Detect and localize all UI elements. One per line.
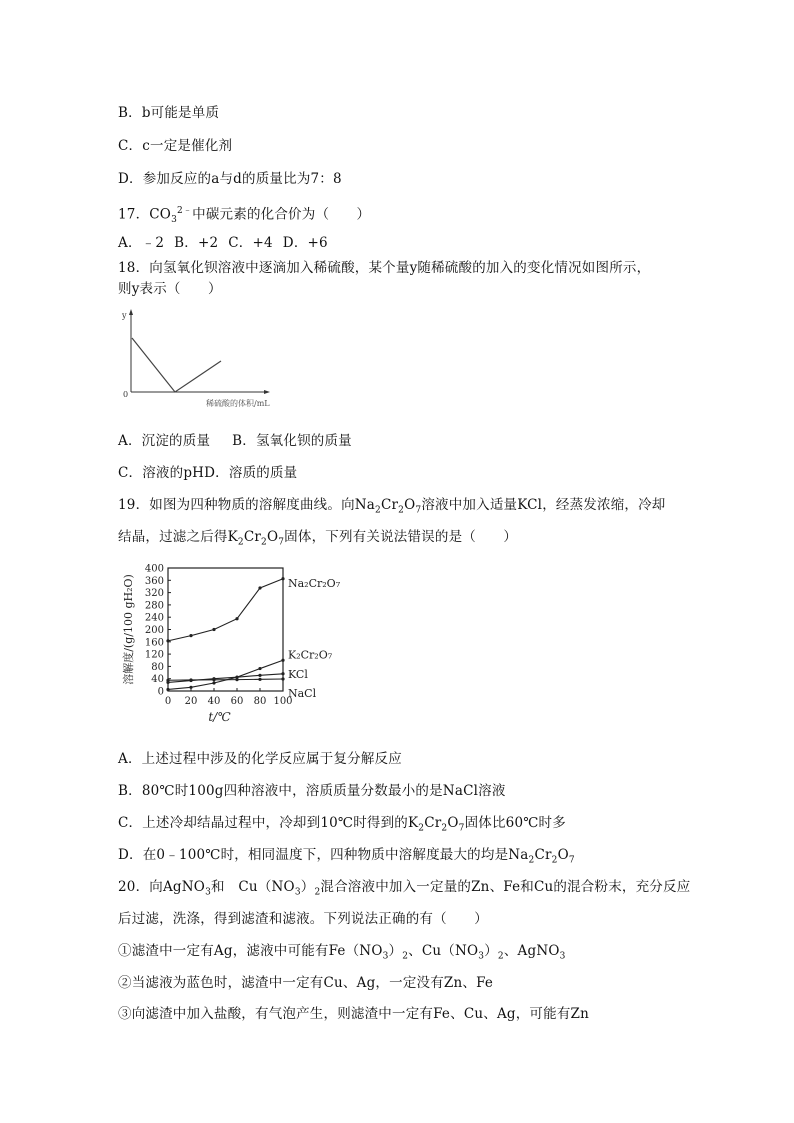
q18-option-d: D．溶质的质量: [204, 465, 298, 481]
data-point-k2cr2o7: [258, 667, 261, 670]
data-point-k2cr2o7: [189, 686, 192, 689]
y-tick-label: 240: [144, 612, 164, 624]
q18-options-row2: [118, 464, 297, 482]
x-tick-label: 100: [273, 696, 293, 707]
series-label-k2cr2o7: K₂Cr₂O₇: [288, 648, 333, 662]
y-tick-label: 120: [144, 649, 164, 661]
data-point-kcl: [281, 672, 284, 675]
q18-options-row1: [118, 432, 352, 450]
q18-graph-curve: [132, 338, 221, 392]
q18-stem-line1: 18．向氢氧化钡溶液中逐滴加入稀硫酸，某个量y随稀硫酸的加入的变化情况如图所示，: [118, 260, 651, 276]
series-line-na2cr2o7: [168, 579, 283, 641]
data-point-na2cr2o7: [235, 617, 238, 620]
q18-option-b: B．氢氧化钡的质量: [232, 433, 352, 449]
q18-graph-xlabel: 稀硫酸的体积/mL: [206, 399, 270, 408]
y-tick-label: 400: [144, 563, 164, 575]
data-point-nacl: [281, 677, 284, 680]
series-line-kcl: [168, 674, 283, 683]
q18-graph-ylabel: y: [122, 311, 127, 320]
q17-option-c: C．+4: [228, 235, 273, 251]
y-tick-label: 40: [151, 674, 164, 686]
series-label-kcl: KCl: [288, 667, 308, 681]
y-tick-label: 200: [144, 625, 164, 636]
q18-option-a: A．沉淀的质量: [118, 433, 211, 449]
x-axis-label: t/℃: [208, 710, 231, 724]
data-point-k2cr2o7: [212, 681, 215, 684]
x-tick-label: 60: [230, 696, 244, 707]
q17-option-a: A．﹣2: [118, 235, 165, 251]
y-tick-label: 80: [151, 661, 164, 673]
x-tick-label: 80: [253, 696, 267, 707]
data-point-nacl: [258, 678, 261, 681]
q16-option-d: D．参加反应的a与d的质量比为7：8: [118, 171, 342, 187]
data-point-k2cr2o7: [281, 659, 284, 662]
q20-item-3: ③向滤渣中加入盐酸，有气泡产生，则滤渣中一定有Fe、Cu、Ag，可能有Zn: [118, 1006, 590, 1022]
q18-graph-x-arrow: [264, 390, 270, 394]
y-tick-label: 360: [144, 575, 164, 587]
y-tick-label: 320: [144, 588, 164, 600]
q20-item-1: ①滤渣中一定有Ag，滤液中可能有$Fe(NO_3)_2$、$Cu(NO_3)_2$、AgNO$_3$: [118, 943, 566, 962]
series-label-nacl: NaCl: [288, 687, 317, 701]
data-point-na2cr2o7: [166, 639, 169, 642]
chart-frame: [168, 568, 283, 691]
q20-item-2: ②当滤液为蓝色时，滤渣中一定有Cu、Ag，一定没有Zn、Fe: [118, 975, 494, 991]
x-tick-label: 40: [207, 696, 221, 707]
y-tick-label: 0: [157, 686, 164, 698]
y-tick-label: 280: [144, 600, 164, 612]
q17-stem: 17．$CO_3^{2﹣}$中碳元素的化合价为（ ）: [118, 206, 371, 226]
data-point-nacl: [235, 678, 238, 681]
q18-stem-line2: 则y表示（ ）: [118, 281, 222, 297]
q19-option-b: B．80℃时100g四种溶液中，溶质质量分数最小的是NaCl溶液: [118, 783, 506, 799]
q20-stem-line2: 后过滤，洗涤，得到滤渣和滤液。下列说法正确的有（ ）: [118, 911, 488, 927]
solubility-chart: [118, 556, 348, 728]
q18-graph-origin: 0: [123, 390, 129, 399]
q16-option-b: B．b可能是单质: [118, 105, 220, 121]
q19-stem-line1: 19．如图为四种物质的溶解度曲线。向$Na_2Cr_2O_7$溶液中加入适量KCl，经蒸发浓缩，冷却: [118, 497, 666, 516]
data-point-nacl: [212, 678, 215, 681]
data-point-na2cr2o7: [212, 628, 215, 631]
y-tick-label: 160: [144, 637, 164, 649]
data-point-na2cr2o7: [258, 586, 261, 589]
q18-option-c: C．溶液的pH: [118, 465, 205, 481]
q18-graph: [118, 304, 278, 412]
x-tick-label: 0: [164, 696, 172, 707]
data-point-nacl: [189, 678, 192, 681]
data-point-na2cr2o7: [281, 577, 284, 580]
series-label-na2cr2o7: Na₂Cr₂O₇: [288, 576, 341, 590]
data-point-kcl: [258, 674, 261, 677]
data-point-na2cr2o7: [189, 634, 192, 637]
q19-stem-line2: 结晶，过滤之后得$K_2Cr_2O_7$固体，下列有关说法错误的是（ ）: [118, 529, 518, 548]
q20-stem-line1: 20．向AgNO$_3$和 $Cu(NO_3)_2$混合溶液中加入一定量的Zn、Fe和Cu的混合粉末，充分反应: [118, 879, 691, 898]
data-point-k2cr2o7: [166, 688, 169, 691]
q19-option-c: C．上述冷却结晶过程中，冷却到10℃时得到的$K_2Cr_2O_7$固体比60℃时多: [118, 815, 566, 834]
data-point-nacl: [166, 679, 169, 682]
series-line-nacl: [168, 679, 283, 680]
x-tick-label: 20: [184, 696, 198, 707]
q19-option-a: A．上述过程中涉及的化学反应属于复分解反应: [118, 751, 402, 767]
q18-graph-y-arrow: [129, 309, 133, 315]
y-axis-label: 溶解度/(g/100 gH₂O): [122, 574, 135, 685]
q16-option-c: C．c一定是催化剂: [118, 138, 233, 154]
q17-options: [118, 234, 328, 252]
q19-option-d: D．在0﹣100℃时，相同温度下，四种物质中溶解度最大的均是$Na_2Cr_2O_7$: [118, 847, 575, 866]
q17-option-b: B．+2: [174, 235, 219, 251]
q17-option-d: D．+6: [282, 235, 328, 251]
